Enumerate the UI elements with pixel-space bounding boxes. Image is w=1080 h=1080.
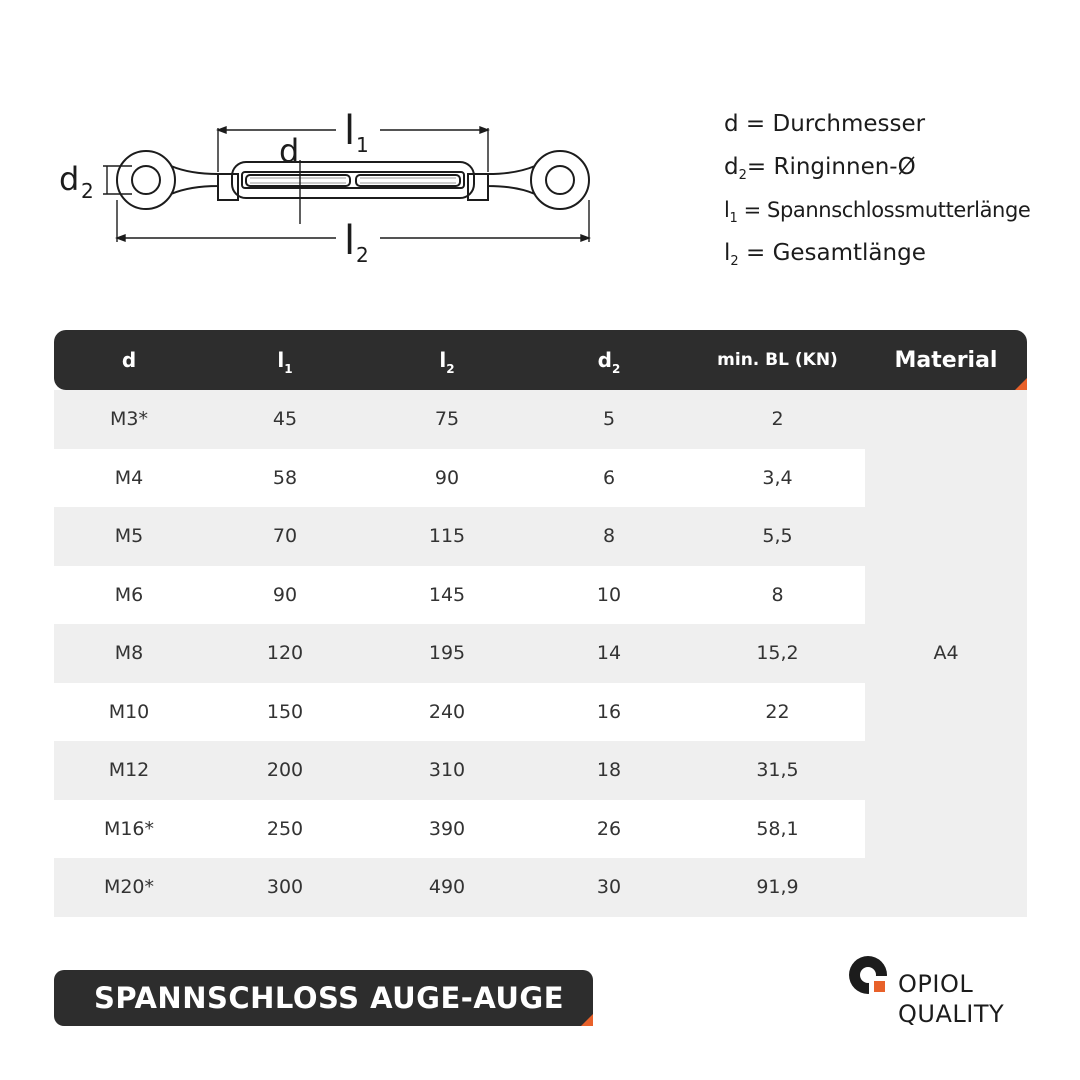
cell-l1: 120: [266, 642, 304, 665]
cell-bl: 15,2: [756, 642, 799, 665]
legend-item-d2: $d_2=$ Ringinnen-Ø: [724, 154, 916, 183]
cell-l2: 195: [428, 642, 466, 665]
right-eye-inner: [546, 166, 574, 194]
turnbuckle-diagram: [50, 100, 610, 280]
header-l1: $l_1$: [277, 348, 293, 376]
cell-l1: 150: [266, 700, 304, 723]
cell-l1: 200: [266, 759, 304, 782]
cell-d2: 26: [596, 817, 622, 840]
cell-d: M16*: [103, 817, 155, 840]
label-d2: d: [59, 160, 80, 198]
cell-d: M12: [108, 759, 150, 782]
product-title-bar: [54, 970, 593, 1026]
cell-d: M6: [114, 583, 144, 606]
cell-d2: 6: [602, 466, 616, 489]
cell-l2: 490: [428, 876, 466, 899]
right-eye-outer: [531, 151, 589, 209]
cell-d2: 5: [602, 408, 616, 431]
left-eye-inner: [132, 166, 160, 194]
cell-d2: 10: [596, 583, 622, 606]
logo-line-1: OPIOL: [898, 970, 974, 998]
cell-l1: 250: [266, 817, 304, 840]
opiol-quality-logo: [848, 955, 1048, 1035]
cell-l2: 310: [428, 759, 466, 782]
cell-l1: 58: [272, 466, 298, 489]
cell-bl: 31,5: [756, 759, 799, 782]
legend-item-d: d = Durchmesser: [724, 111, 926, 137]
label-d: d: [279, 132, 300, 170]
cell-bl: 91,9: [756, 876, 799, 899]
product-title: SPANNSCHLOSS AUGE-AUGE: [94, 981, 565, 1015]
label-l1: l: [344, 108, 356, 154]
cell-d2: 8: [602, 525, 616, 548]
cell-d: M8: [114, 642, 144, 665]
opiol-logo-icon: [848, 955, 890, 997]
legend-item-l1: $l_1$ = Spannschlossmutterlänge: [724, 198, 1031, 226]
cell-l1: 45: [272, 408, 298, 431]
svg-text:2: 2: [81, 179, 94, 203]
turnbuckle-body: [232, 162, 474, 198]
cell-bl: 3,4: [762, 466, 793, 489]
cell-l2: 145: [428, 583, 466, 606]
cell-bl: 22: [765, 700, 790, 723]
cell-l2: 90: [434, 466, 460, 489]
cell-bl: 5,5: [762, 525, 793, 548]
title-accent-corner: [581, 1014, 593, 1026]
cell-d: M20*: [103, 876, 155, 899]
logo-line-2: QUALITY: [898, 1000, 1005, 1028]
cell-bl: 58,1: [756, 817, 799, 840]
svg-text:1: 1: [356, 133, 369, 157]
cell-d2: 30: [596, 876, 622, 899]
svg-text:2: 2: [356, 243, 369, 267]
header-min-bl: min. BL (KN): [717, 350, 838, 370]
cell-d: M3*: [110, 408, 148, 431]
cell-l2: 115: [428, 525, 466, 548]
cell-l2: 75: [434, 408, 460, 431]
cell-d: M4: [114, 466, 144, 489]
cell-d2: 16: [596, 700, 622, 723]
cell-bl: 8: [771, 583, 784, 606]
table-body: [54, 390, 1027, 917]
cell-l1: 300: [266, 876, 304, 899]
cell-d: M10: [108, 700, 150, 723]
label-l2: l: [344, 218, 356, 264]
header-accent-corner: [1015, 378, 1027, 390]
material-cell: A4: [865, 390, 1027, 917]
cell-l1: 70: [272, 525, 298, 548]
legend-item-l2: $l_2$ = Gesamtlänge: [724, 240, 926, 269]
header-d: d: [121, 348, 137, 372]
cell-d: M5: [114, 525, 144, 548]
cell-l2: 390: [428, 817, 466, 840]
cell-l2: 240: [428, 700, 466, 723]
table-header: [54, 330, 1027, 390]
header-material: Material: [894, 347, 998, 373]
legend: [724, 108, 1064, 280]
cell-d2: 14: [596, 642, 622, 665]
spec-table: [54, 330, 1027, 917]
cell-l1: 90: [272, 583, 298, 606]
left-eye-outer: [117, 151, 175, 209]
cell-d2: 18: [596, 759, 622, 782]
cell-bl: 2: [771, 408, 784, 431]
header-l2: $l_2$: [439, 348, 455, 376]
header-d2: $d_2$: [597, 348, 621, 376]
